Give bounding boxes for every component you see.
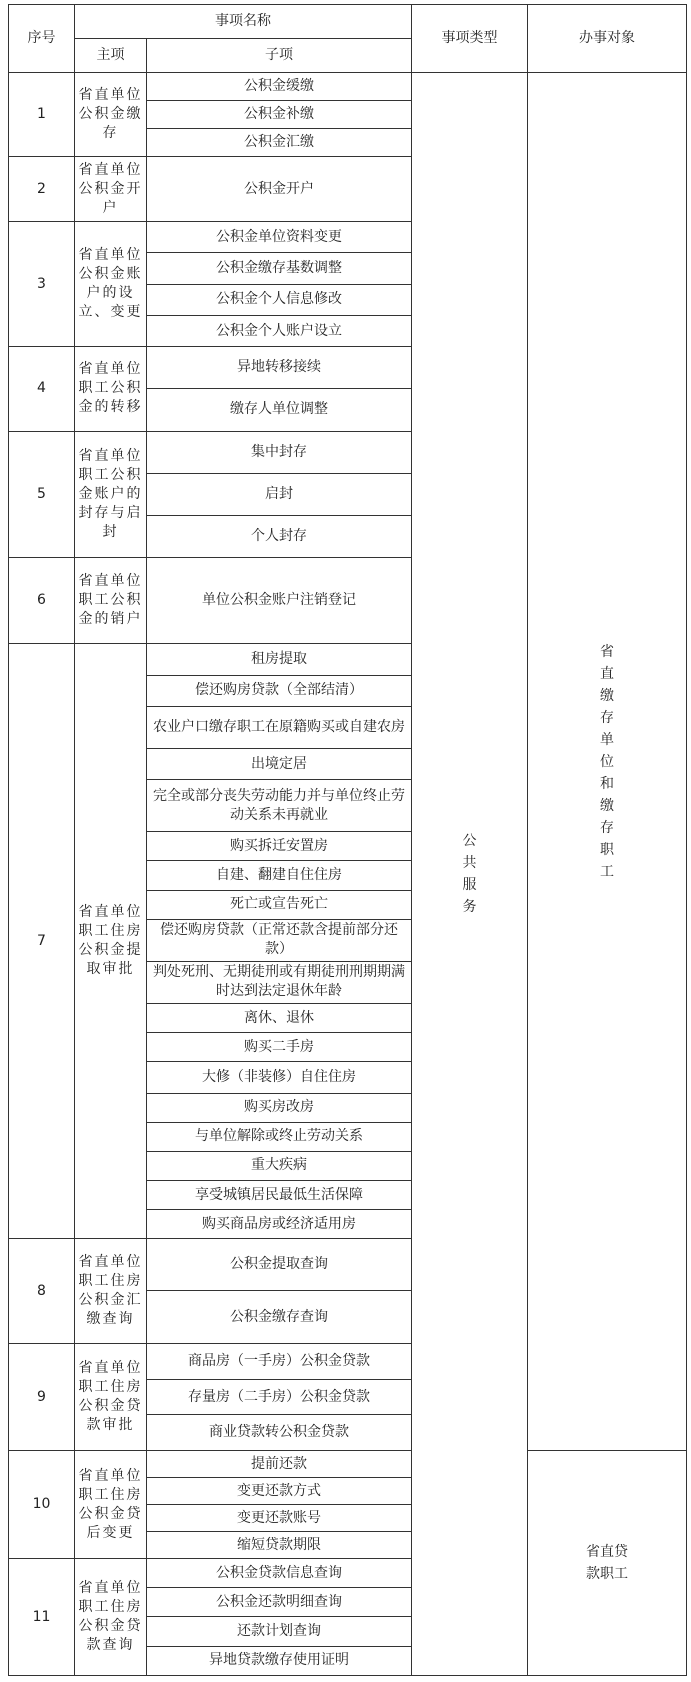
row-seq: 11 <box>9 1559 75 1676</box>
row-sub-item: 租房提取 <box>147 644 412 675</box>
row-sub-item: 异地贷款缴存使用证明 <box>147 1646 412 1676</box>
row-sub-item: 公积金贷款信息查询 <box>147 1559 412 1588</box>
row-seq: 3 <box>9 222 75 347</box>
row-sub-item: 商业贷款转公积金贷款 <box>147 1415 412 1451</box>
row-sub-item: 完全或部分丧失劳动能力并与单位终止劳动关系未再就业 <box>147 780 412 832</box>
row-sub-item: 变更还款账号 <box>147 1505 412 1532</box>
row-sub-item: 大修（非装修）自住住房 <box>147 1062 412 1093</box>
row-sub-item: 提前还款 <box>147 1451 412 1478</box>
row-sub-item: 公积金还款明细查询 <box>147 1588 412 1617</box>
type-cell <box>412 73 528 1676</box>
row-sub-item: 公积金个人账户设立 <box>147 315 412 346</box>
header-sub: 子项 <box>147 39 412 73</box>
row-sub-item: 存量房（二手房）公积金贷款 <box>147 1379 412 1415</box>
row-sub-item: 启封 <box>147 473 412 515</box>
row-main-item: 省直单位职工公积金的销户 <box>75 557 147 643</box>
row-seq: 1 <box>9 73 75 157</box>
row-sub-item: 异地转移接续 <box>147 347 412 389</box>
row-sub-item: 偿还购房贷款（正常还款含提前部分还款） <box>147 919 412 961</box>
row-sub-item: 与单位解除或终止劳动关系 <box>147 1122 412 1151</box>
row-sub-item: 缩短贷款期限 <box>147 1532 412 1559</box>
row-main-item: 省直单位职工住房公积金贷款审批 <box>75 1344 147 1451</box>
row-seq: 10 <box>9 1451 75 1559</box>
type-value: 公共服务 <box>462 833 477 915</box>
row-main-item: 省直单位职工公积金账户的封存与启封 <box>75 431 147 557</box>
row-main-item: 省直单位公积金账户的设立、变更 <box>75 222 147 347</box>
row-sub-item: 集中封存 <box>147 431 412 473</box>
row-sub-item: 离休、退休 <box>147 1003 412 1032</box>
row-seq: 2 <box>9 157 75 222</box>
row-sub-item: 农业户口缴存职工在原籍购买或自建农房 <box>147 706 412 748</box>
row-seq: 6 <box>9 557 75 643</box>
header-type: 事项类型 <box>412 5 528 73</box>
row-main-item: 省直单位职工住房公积金贷款查询 <box>75 1559 147 1676</box>
row-seq: 7 <box>9 644 75 1239</box>
row-sub-item: 个人封存 <box>147 515 412 557</box>
row-sub-item: 公积金开户 <box>147 157 412 222</box>
target-value: 省直缴存单位和缴存职工 <box>599 643 614 880</box>
row-sub-item: 还款计划查询 <box>147 1617 412 1646</box>
row-sub-item: 公积金单位资料变更 <box>147 222 412 253</box>
row-sub-item: 购买拆迁安置房 <box>147 832 412 861</box>
row-sub-item: 判处死刑、无期徒刑或有期徒刑刑期期满时达到法定退休年龄 <box>147 961 412 1003</box>
affairs-table <box>8 4 687 1676</box>
table-row <box>9 1451 687 1478</box>
row-seq: 9 <box>9 1344 75 1451</box>
row-sub-item: 死亡或宣告死亡 <box>147 890 412 919</box>
row-sub-item: 出境定居 <box>147 749 412 780</box>
row-sub-item: 公积金缴存基数调整 <box>147 253 412 284</box>
row-sub-item: 自建、翻建自住住房 <box>147 861 412 890</box>
row-seq: 4 <box>9 347 75 431</box>
row-sub-item: 公积金缴存查询 <box>147 1291 412 1344</box>
row-sub-item: 公积金个人信息修改 <box>147 284 412 315</box>
row-seq: 5 <box>9 431 75 557</box>
row-sub-item: 公积金补缴 <box>147 101 412 129</box>
row-main-item: 省直单位公积金开户 <box>75 157 147 222</box>
row-sub-item: 商品房（一手房）公积金贷款 <box>147 1344 412 1380</box>
table-body <box>9 73 687 1676</box>
header-name: 事项名称 <box>75 5 412 39</box>
row-sub-item: 享受城镇居民最低生活保障 <box>147 1181 412 1210</box>
row-sub-item: 购买房改房 <box>147 1093 412 1122</box>
row-sub-item: 购买二手房 <box>147 1033 412 1062</box>
row-sub-item: 公积金提取查询 <box>147 1239 412 1291</box>
table-row <box>9 73 687 101</box>
row-sub-item: 变更还款方式 <box>147 1478 412 1505</box>
header-row-1 <box>9 5 687 39</box>
row-seq: 8 <box>9 1239 75 1344</box>
row-sub-item: 偿还购房贷款（全部结清） <box>147 675 412 706</box>
row-sub-item: 公积金汇缴 <box>147 129 412 157</box>
target-cell <box>528 1451 687 1676</box>
row-main-item: 省直单位职工住房公积金提取审批 <box>75 644 147 1239</box>
row-sub-item: 缴存人单位调整 <box>147 389 412 431</box>
target-value: 省直贷款职工 <box>585 1544 628 1583</box>
row-main-item: 省直单位职工住房公积金贷后变更 <box>75 1451 147 1559</box>
row-sub-item: 重大疾病 <box>147 1151 412 1180</box>
row-sub-item: 公积金缓缴 <box>147 73 412 101</box>
header-seq: 序号 <box>9 5 75 73</box>
row-main-item: 省直单位职工公积金的转移 <box>75 347 147 431</box>
target-cell <box>528 73 687 1451</box>
row-sub-item: 单位公积金账户注销登记 <box>147 557 412 643</box>
header-target: 办事对象 <box>528 5 687 73</box>
row-main-item: 省直单位公积金缴存 <box>75 73 147 157</box>
header-main: 主项 <box>75 39 147 73</box>
row-main-item: 省直单位职工住房公积金汇缴查询 <box>75 1239 147 1344</box>
row-sub-item: 购买商品房或经济适用房 <box>147 1210 412 1239</box>
